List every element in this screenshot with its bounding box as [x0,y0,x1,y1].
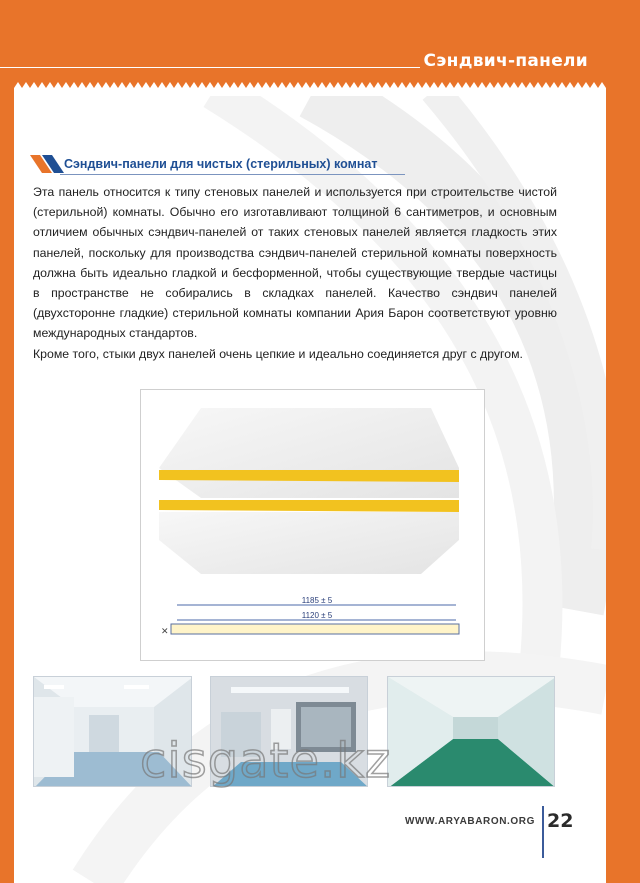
footer-divider [542,806,544,858]
footer-website-link[interactable]: WWW.ARYABARON.ORG [405,816,536,827]
panel-illustration [141,390,484,660]
lower-core-strip [159,500,459,512]
body-paragraph: Кроме того, стыки двух панелей очень цепкие и идеально соединяется друг с другом. [33,346,523,361]
lower-panel [159,512,459,574]
dimension-inner-label: 1120 ± 5 [301,611,333,620]
panel-cross-section [171,624,459,634]
cleanroom-photo-hallway [387,676,555,787]
dimension-outer-label: 1185 ± 5 [301,596,333,605]
upper-core-strip [159,470,459,482]
header-band [0,0,640,92]
page-number: 22 [547,810,574,832]
body-text [33,182,557,364]
watermark: cisgate.kz [140,733,392,789]
header-title: Сэндвич-панели [423,51,588,71]
sandwich-panel-diagram [140,389,485,661]
right-border [606,0,640,883]
section-underline [60,174,405,175]
section-marker-icon [30,153,64,175]
section-title: Сэндвич-панели для чистых (стерильных) комнат [64,157,378,171]
body-paragraph: Эта панель относится к типу стеновых панелей и используется при строительстве чистой (стерильной) комнаты. Обычно его изготавливают толщиной 6 сантиметров, и основным отличием обычных сэндвич-панелей от таких стеновых панелей является гладкость этих панелей, поскольку для производства сэндвич-панелей стерильной комнаты поверхность должна быть идеально гладкой и бесформенной, чтобы существующие твердые частицы в пространстве не собирались в складках панелей. Качество сэндвич панелей (двухсторонне гладкие) стерильной комнаты компании Ария Барон соответствуют уровню международных стандартов. [33,185,557,341]
header-rule [0,67,420,68]
upper-panel [159,408,459,498]
axis-mark-icon: ✕ [161,626,169,636]
left-border [0,0,14,883]
